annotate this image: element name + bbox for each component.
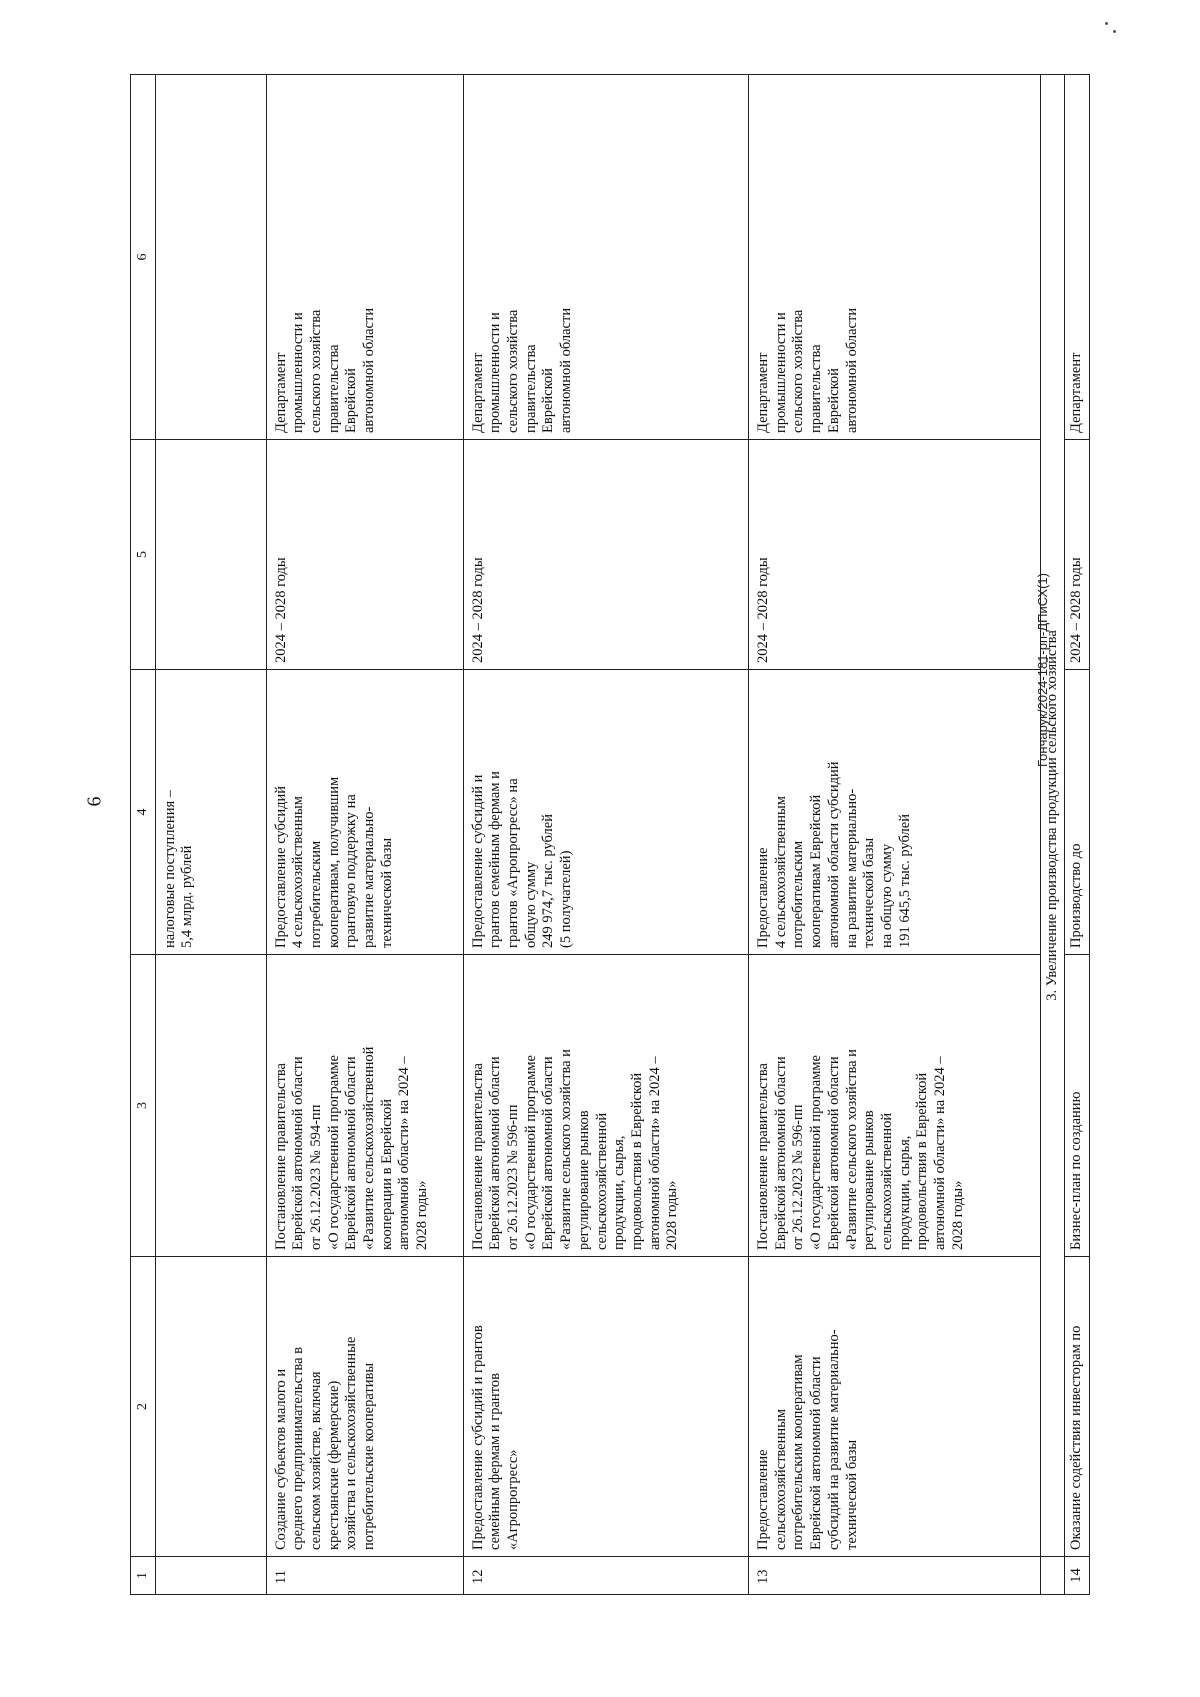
document-footer: Гончарук/2024-181-рп-ДПиСХ(1): [1035, 573, 1050, 767]
cell-number: 11: [266, 1557, 463, 1595]
table-row: [749, 75, 1041, 1595]
table-row-continuation: [155, 75, 266, 1595]
cell-basis: Постановление правительства Еврейской автономной области от 26.12.2023 № 596-пп «О государственной программе Еврейской автономной области «Развитие сельского хозяйства и регулирование рынков сельскохозяйственной продукции, сырья, продовольствия в Еврейской автономной области» на 2024 – 2028 годы»: [463, 955, 748, 1257]
header-cell: 4: [131, 670, 156, 955]
section-title: 3. Увеличение производства продукции сельского хозяйства: [1040, 75, 1065, 1557]
header-cell: 3: [131, 955, 156, 1257]
cell-basis: Постановление правительства Еврейской автономной области от 26.12.2023 № 594-пп «О государственной программе Еврейской автономной области «Развитие сельскохозяйственной кооперации в Еврейской автономной области» на 2024 – 2028 годы»: [266, 955, 463, 1257]
table-row: [266, 75, 463, 1595]
cell-basis: Постановление правительства Еврейской автономной области от 26.12.2023 № 596-пп «О государственной программе Еврейской автономной области «Развитие сельского хозяйства и регулирование рынков сельскохозяйственной продукции, сырья, продовольствия в Еврейской автономной области» на 2024 – 2028 годы»: [749, 955, 1041, 1257]
header-cell: 5: [131, 440, 156, 670]
cell-result: Предоставление субсидий 4 сельскохозяйственным потребительским кооперативам, получившим грантовую поддержку на развитие материально- технической базы: [266, 670, 463, 955]
cell-result: Предоставление 4 сельскохозяйственным потребительским кооперативам Еврейской автономной области субсидий на развитие материально- технической базы на общую сумму 191 645,5 тыс. рублей: [749, 670, 1041, 955]
cell-basis: Бизнес-план по созданию: [1065, 955, 1090, 1257]
plan-table: [130, 74, 1090, 1595]
rotated-table-container: [130, 75, 1090, 1595]
cell-responsible: Департамент промышленности и сельского хозяйства правительства Еврейской автономной области: [749, 75, 1041, 440]
cell-period: 2024 – 2028 годы: [463, 440, 748, 670]
cell-number: 13: [749, 1557, 1041, 1595]
cell-responsible: Департамент: [1065, 75, 1090, 440]
cell-result: Производство до: [1065, 670, 1090, 955]
header-cell: 2: [131, 1257, 156, 1557]
scan-dot: [1113, 30, 1116, 33]
table-row: [1065, 75, 1090, 1595]
table-row: [463, 75, 748, 1595]
header-row: [131, 75, 156, 1595]
cell-responsible: Департамент промышленности и сельского хозяйства правительства Еврейской автономной области: [266, 75, 463, 440]
cell-period: 2024 – 2028 годы: [749, 440, 1041, 670]
header-cell: 1: [131, 1557, 156, 1595]
cell-number: 14: [1065, 1557, 1090, 1595]
page-number: 6: [83, 796, 106, 807]
cell-period: 2024 – 2028 годы: [266, 440, 463, 670]
cell-result: налоговые поступления – 5,4 млрд. рублей: [155, 670, 266, 955]
header-cell: 6: [131, 75, 156, 440]
cell-responsible: Департамент промышленности и сельского хозяйства правительства Еврейской автономной области: [463, 75, 748, 440]
cell-activity: Предоставление субсидий и грантов семейным фермам и грантов «Агропрогресс»: [463, 1257, 748, 1557]
cell-activity: Оказание содействия инвесторам по: [1065, 1257, 1090, 1557]
cell-activity: Предоставление сельскохозяйственным потребительским кооперативам Еврейской автономной области субсидий на развитие материально- технической базы: [749, 1257, 1041, 1557]
cell-result: Предоставление субсидий и грантов семейным фермам и грантов «Агропрогресс» на общую сумму 249 974,7 тыс. рублей (5 получателей): [463, 670, 748, 955]
cell-activity: Создание субъектов малого и среднего предпринимательства в сельском хозяйстве, включая крестьянские (фермерские) хозяйства и сельскохозяйственные потребительские кооперативы: [266, 1257, 463, 1557]
cell-period: 2024 – 2028 годы: [1065, 440, 1090, 670]
cell-number: 12: [463, 1557, 748, 1595]
scan-dot: [1105, 22, 1108, 25]
